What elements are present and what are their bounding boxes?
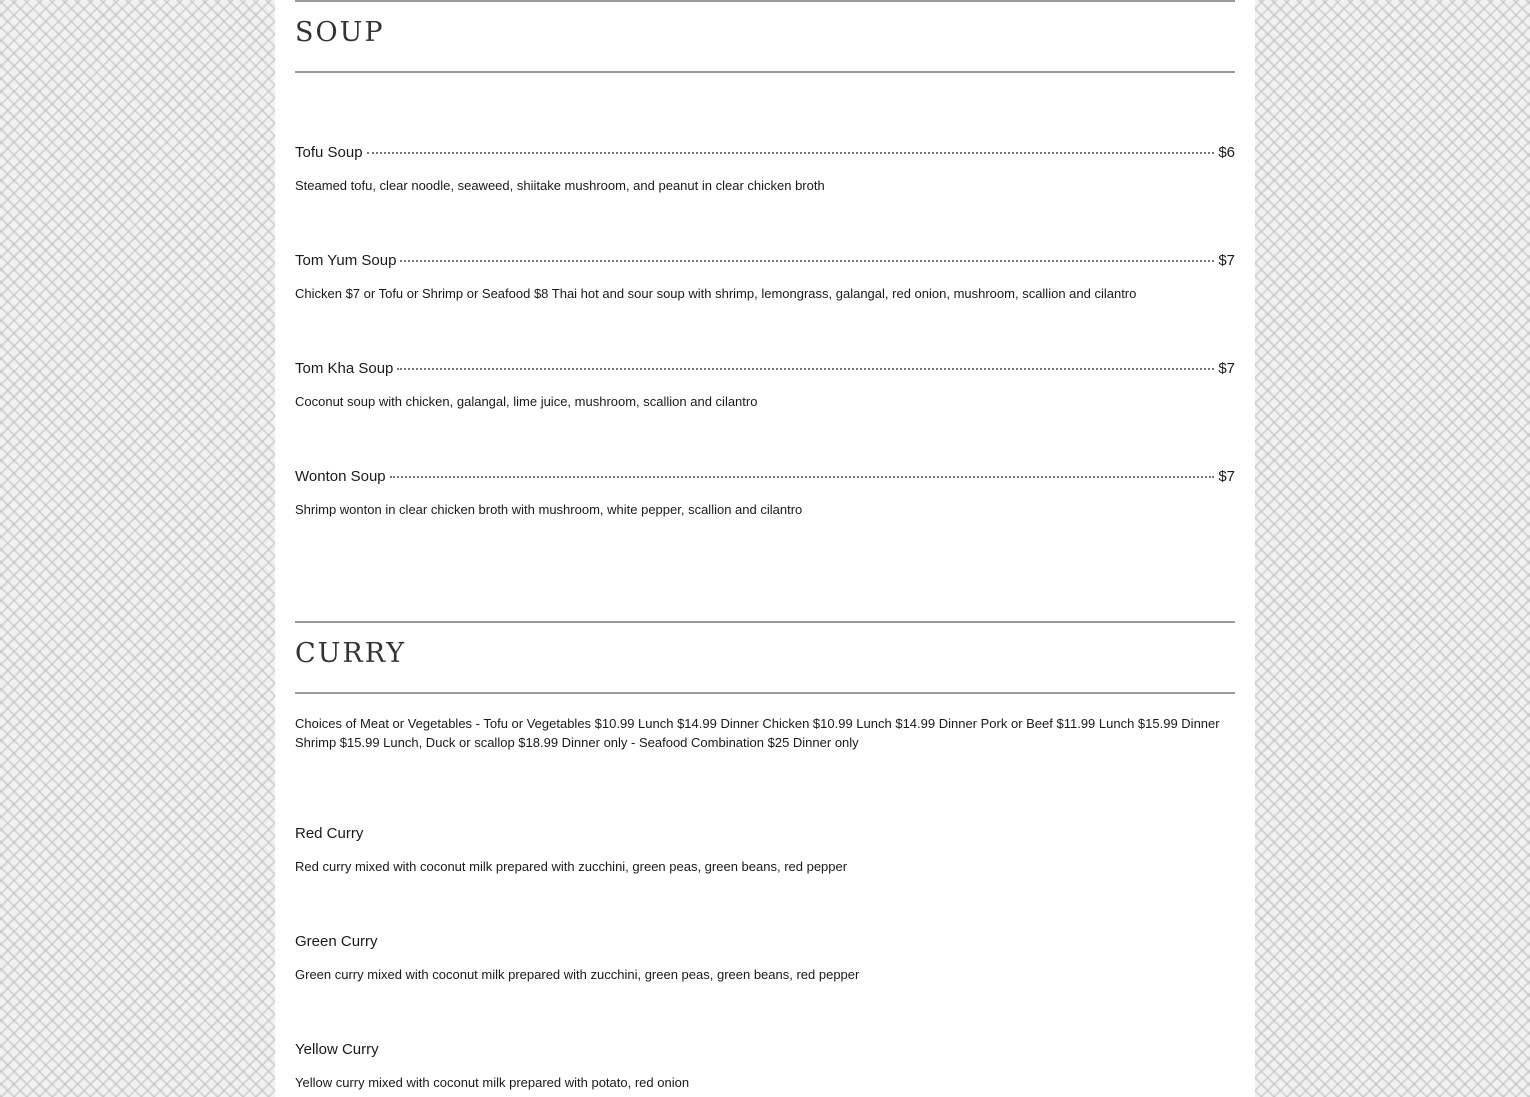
item-price: $6 [1218,144,1235,161]
item-description: Green curry mixed with coconut milk prepared with zucchini, green peas, green beans, red pepper [295,967,860,982]
section-top-rule [295,0,1235,2]
item-name: Wonton Soup [295,468,386,485]
item-description: Yellow curry mixed with coconut milk prepared with potato, red onion [295,1075,690,1090]
menu-item-red-curry [295,825,1235,843]
section-top-rule [295,621,1235,623]
item-price: $7 [1218,360,1235,377]
item-name: Tom Yum Soup [295,252,397,269]
item-name: Tom Kha Soup [295,360,394,377]
menu-item-tom-yum-soup [295,252,1235,270]
item-description: Chicken $7 or Tofu or Shrimp or Seafood $8 Thai hot and sour soup with shrimp, lemongrass, galangal, red onion, mushroom, scallion and cilantro [295,286,1137,301]
menu-item-green-curry [295,933,1235,951]
menu-item-tofu-soup [295,144,1235,162]
item-description: Steamed tofu, clear noodle, seaweed, shiitake mushroom, and peanut in clear chicken broth [295,178,825,193]
item-name: Tofu Soup [295,144,363,161]
item-name: Red Curry [295,825,364,842]
item-description: Coconut soup with chicken, galangal, lime juice, mushroom, scallion and cilantro [295,394,758,409]
item-name: Yellow Curry [295,1041,379,1058]
item-description: Shrimp wonton in clear chicken broth with mushroom, white pepper, scallion and cilantro [295,502,803,517]
dot-leader [397,368,1214,370]
section-title-curry: CURRY [295,638,407,669]
section-header-rule [295,71,1235,73]
item-price: $7 [1218,252,1235,269]
section-intro: Choices of Meat or Vegetables - Tofu or Vegetables $10.99 Lunch $14.99 Dinner Chicken $10.99 Lunch $14.99 Dinner Pork or Beef $11.99 Lunch $15.99 Dinner Shrimp $15.99 Lunch, Duck or scallop $18.99 Dinner only - Seafood Combination $25 Dinner only [295,716,1220,750]
menu-item-yellow-curry [295,1041,1235,1059]
dot-leader [390,476,1215,478]
menu-item-wonton-soup [295,468,1235,486]
menu-item-tom-kha-soup [295,360,1235,378]
section-header-rule [295,692,1235,694]
item-name: Green Curry [295,933,378,950]
item-description: Red curry mixed with coconut milk prepared with zucchini, green peas, green beans, red pepper [295,859,848,874]
dot-leader [367,152,1215,154]
menu-panel [275,0,1255,1097]
section-title-soup: SOUP [295,17,385,48]
dot-leader [400,260,1214,262]
item-price: $7 [1218,468,1235,485]
